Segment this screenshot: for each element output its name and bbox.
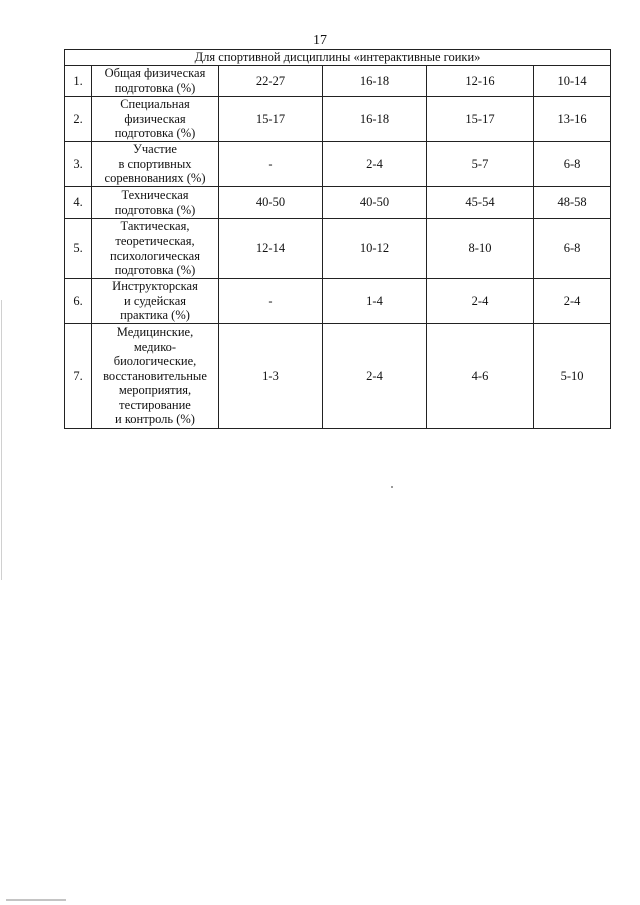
row-name	[92, 219, 219, 279]
row-name-line: тестирование	[119, 397, 191, 412]
row-number: 3.	[65, 142, 92, 187]
row-name-line: Тактическая,	[120, 219, 190, 234]
row-number: 1.	[65, 66, 92, 97]
table-row	[65, 66, 611, 97]
table-row	[65, 97, 611, 142]
scan-speck	[391, 486, 393, 488]
row-name-line: в спортивных	[118, 156, 192, 171]
row-name-line: подготовка (%)	[114, 202, 196, 217]
table-row	[65, 142, 611, 187]
row-number: 4.	[65, 187, 92, 219]
row-name-line: биологические,	[113, 354, 197, 369]
table-row	[65, 324, 611, 429]
row-value: 40-50	[219, 187, 323, 219]
row-name	[92, 142, 219, 187]
row-value: 8-10	[427, 219, 534, 279]
table-row	[65, 279, 611, 324]
row-value: 2-4	[534, 279, 611, 324]
row-name	[92, 66, 219, 97]
row-value: 5-7	[427, 142, 534, 187]
scan-bottom-artifact	[6, 899, 66, 901]
row-value: -	[219, 279, 323, 324]
row-name-line: мероприятия,	[118, 383, 192, 398]
row-name-line: практика (%)	[120, 308, 190, 323]
row-value: -	[219, 142, 323, 187]
row-value: 12-16	[427, 66, 534, 97]
row-name-line: и контроль (%)	[115, 412, 195, 427]
training-norms-table	[64, 49, 611, 429]
row-name	[92, 187, 219, 219]
row-value: 16-18	[323, 97, 427, 142]
row-name-line: физическая	[124, 111, 186, 126]
row-value: 6-8	[534, 219, 611, 279]
row-name-line: Специальная	[120, 97, 190, 112]
row-value: 15-17	[427, 97, 534, 142]
row-value: 10-14	[534, 66, 611, 97]
row-number: 7.	[65, 324, 92, 429]
row-value: 1-3	[219, 324, 323, 429]
row-number: 5.	[65, 219, 92, 279]
row-name-line: Техническая	[121, 187, 189, 202]
row-name-line: и судейская	[124, 293, 186, 308]
row-name-line: соревнованиях (%)	[104, 171, 206, 186]
table-row	[65, 187, 611, 219]
row-name-line: медико-	[133, 339, 177, 354]
row-value: 12-14	[219, 219, 323, 279]
row-name-line: Медицинские,	[116, 324, 194, 339]
row-value: 15-17	[219, 97, 323, 142]
row-value: 10-12	[323, 219, 427, 279]
row-name	[92, 324, 219, 429]
row-value: 22-27	[219, 66, 323, 97]
row-name-line: восстановительные	[103, 368, 207, 383]
scan-edge-line	[1, 300, 2, 580]
page-number: 17	[313, 33, 327, 48]
row-value: 4-6	[427, 324, 534, 429]
row-value: 2-4	[323, 324, 427, 429]
row-value: 2-4	[323, 142, 427, 187]
table-row	[65, 219, 611, 279]
row-name-line: Инструкторская	[112, 279, 198, 294]
row-value: 6-8	[534, 142, 611, 187]
table-caption-row	[65, 50, 611, 66]
row-value: 13-16	[534, 97, 611, 142]
row-name-line: Участие	[133, 142, 177, 157]
row-value: 2-4	[427, 279, 534, 324]
row-name	[92, 97, 219, 142]
row-value: 5-10	[534, 324, 611, 429]
row-name-line: подготовка (%)	[114, 81, 196, 95]
table-caption: Для спортивной дисциплины «интерактивные гоики»	[65, 50, 611, 66]
row-value: 16-18	[323, 66, 427, 97]
row-name	[92, 279, 219, 324]
row-value: 40-50	[323, 187, 427, 219]
row-value: 45-54	[427, 187, 534, 219]
row-number: 6.	[65, 279, 92, 324]
row-name-line: теоретическая,	[115, 233, 195, 248]
row-number: 2.	[65, 97, 92, 142]
row-value: 48-58	[534, 187, 611, 219]
row-name-line: психологическая	[110, 248, 200, 263]
row-name-line: Общая физическая	[104, 66, 206, 81]
row-name-line: подготовка (%)	[114, 126, 196, 141]
row-value: 1-4	[323, 279, 427, 324]
row-name-line: подготовка (%)	[114, 263, 196, 278]
